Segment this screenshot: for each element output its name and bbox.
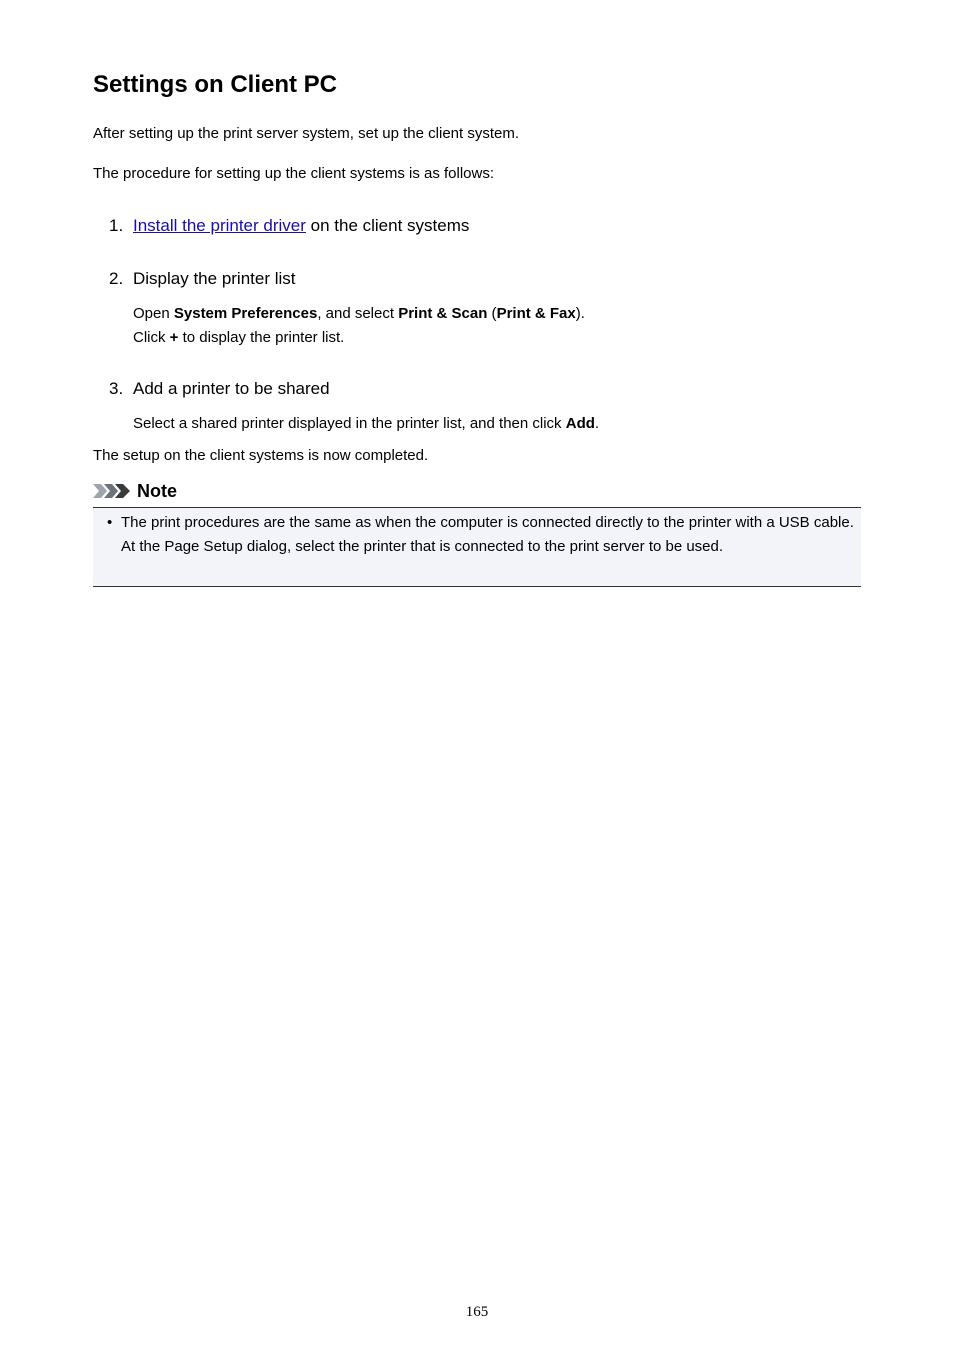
- step-1-heading: [109, 215, 469, 237]
- note-line-2: At the Page Setup dialog, select the printer that is connected to the print server to be used.: [121, 538, 724, 555]
- step-2-detail-line-2: [133, 326, 585, 350]
- print-fax-label: Print & Fax: [496, 305, 576, 322]
- text-run: ).: [575, 305, 585, 322]
- page-number: 165: [465, 1304, 489, 1320]
- step-2-detail: [133, 302, 585, 350]
- note-label: Note: [137, 480, 177, 501]
- text-run: Open: [133, 305, 174, 322]
- step-2-detail-line-1: [133, 302, 585, 326]
- step-2-heading: [109, 268, 296, 290]
- step-2-number: 2.: [109, 269, 124, 288]
- text-run: Click: [133, 329, 170, 346]
- note-bullet: •: [107, 514, 113, 531]
- page-title: Settings on Client PC: [93, 71, 338, 98]
- note-text: [121, 511, 859, 559]
- note-box: [93, 507, 861, 587]
- note-line-1: The print procedures are the same as when the computer is connected directly to the printer with a USB cable.: [121, 514, 854, 531]
- text-run: .: [594, 415, 600, 432]
- step-1-number: 1.: [109, 216, 124, 235]
- step-3-heading: [109, 378, 330, 400]
- completion-paragraph: The setup on the client systems is now completed.: [93, 447, 429, 464]
- step-3-detail: [133, 412, 599, 436]
- print-scan-label: Print & Scan: [398, 305, 488, 322]
- step-3-number: 3.: [109, 379, 124, 398]
- add-label: Add: [565, 415, 595, 432]
- step-3-text: Add a printer to be shared: [133, 379, 330, 398]
- text-run: (: [487, 305, 497, 322]
- note-heading: [93, 479, 177, 503]
- install-printer-driver-link[interactable]: Install the printer driver: [133, 216, 306, 235]
- step-2-text: Display the printer list: [133, 269, 296, 288]
- text-run: to display the printer list.: [178, 329, 345, 346]
- note-chevrons-icon: [93, 483, 131, 499]
- step-1-text: on the client systems: [305, 216, 470, 235]
- text-run: Select a shared printer displayed in the printer list, and then click: [133, 415, 566, 432]
- intro-paragraph-1: After setting up the print server system, set up the client system.: [93, 125, 520, 142]
- plus-label: +: [169, 329, 179, 346]
- text-run: , and select: [317, 305, 399, 322]
- intro-paragraph-2: The procedure for setting up the client systems is as follows:: [93, 165, 495, 182]
- system-preferences-label: System Preferences: [173, 305, 318, 322]
